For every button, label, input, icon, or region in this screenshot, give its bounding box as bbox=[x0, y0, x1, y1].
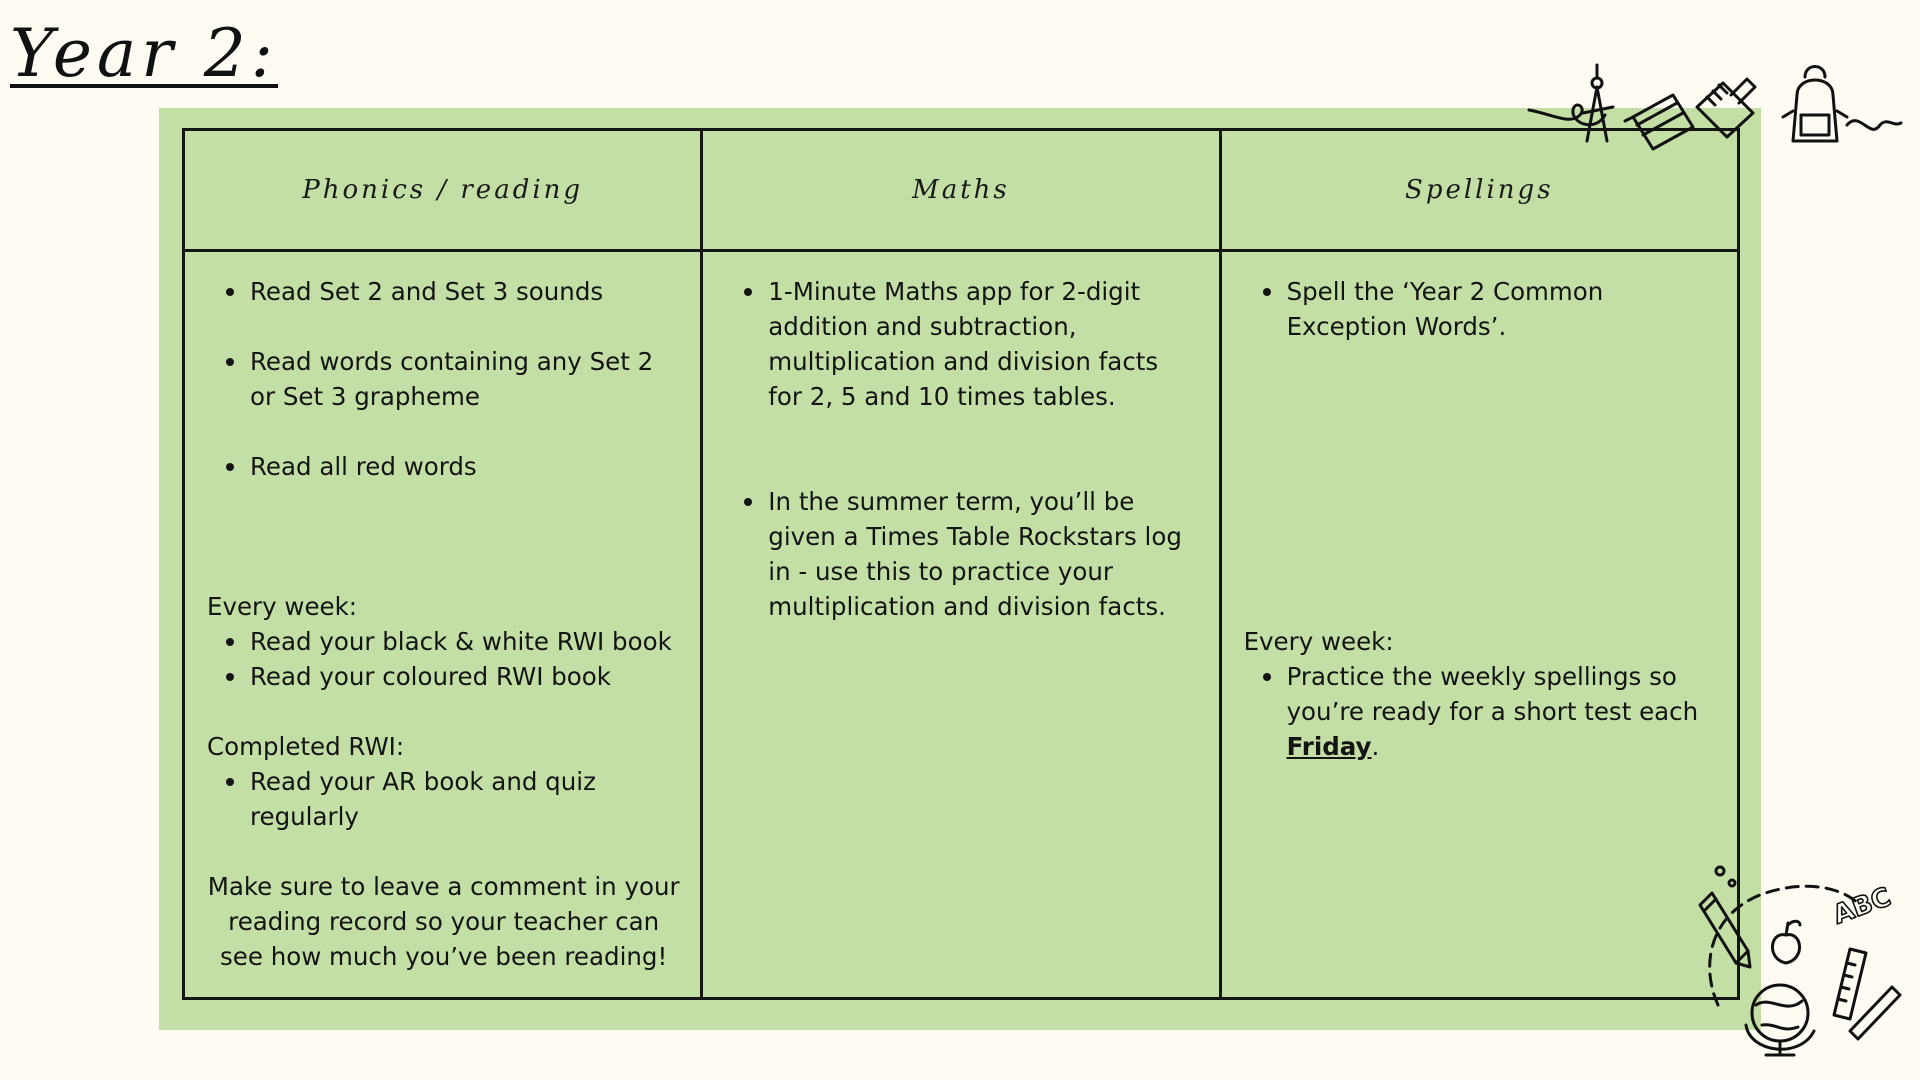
school-supplies-doodle bbox=[1525, 55, 1905, 155]
page-title: Year 2: bbox=[10, 15, 278, 92]
phonics-completed-item: Read your AR book and quiz regularly bbox=[250, 764, 680, 834]
spellings-cell bbox=[1220, 251, 1738, 999]
abc-text: ABC bbox=[1829, 882, 1895, 931]
maths-list bbox=[725, 274, 1198, 624]
spellings-list bbox=[1244, 274, 1717, 344]
spellings-item-prefix: Practice the weekly spellings so you’re ready for a short test each bbox=[1286, 662, 1699, 726]
header-row bbox=[184, 130, 1739, 251]
school-doodle-cluster bbox=[1690, 855, 1910, 1065]
phonics-every-week-list bbox=[207, 624, 680, 694]
phonics-closing-note: Make sure to leave a comment in your reading record so your teacher can see how much you’ve been reading! bbox=[207, 872, 680, 971]
phonics-bullet: Read Set 2 and Set 3 sounds bbox=[250, 274, 680, 309]
phonics-bullet: Read words containing any Set 2 or Set 3 grapheme bbox=[250, 344, 680, 414]
spellings-every-week-item bbox=[1287, 659, 1717, 764]
friday-emphasis: Friday bbox=[1286, 732, 1372, 761]
phonics-list bbox=[207, 274, 680, 484]
phonics-every-week-item: Read your coloured RWI book bbox=[250, 659, 680, 694]
phonics-bullet: Read all red words bbox=[250, 449, 680, 484]
homework-table bbox=[182, 128, 1740, 1000]
spellings-every-week-label: Every week: bbox=[1243, 627, 1394, 656]
phonics-completed-label: Completed RWI: bbox=[207, 732, 405, 761]
globe-icon bbox=[1746, 985, 1814, 1055]
maths-cell bbox=[702, 251, 1220, 999]
spellings-header: Spellings bbox=[1220, 130, 1738, 251]
maths-bullet: In the summer term, you’ll be given a Times Table Rockstars log in - use this to practice your multiplication and division facts. bbox=[768, 484, 1198, 624]
notebook-icon bbox=[1697, 79, 1755, 137]
phonics-cell bbox=[184, 251, 702, 999]
spellings-item-suffix: . bbox=[1371, 732, 1380, 761]
ruler-icon bbox=[1834, 949, 1900, 1039]
backpack-icon bbox=[1783, 67, 1847, 142]
compass-icon bbox=[1583, 65, 1613, 141]
maths-bullet: 1-Minute Maths app for 2-digit addition and subtraction, multiplication and division facts for 2, 5 and 10 times tables. bbox=[768, 274, 1198, 414]
phonics-header: Phonics / reading bbox=[184, 130, 702, 251]
phonics-every-week-item: Read your black & white RWI book bbox=[250, 624, 680, 659]
pencil-case-icon bbox=[1625, 95, 1693, 149]
phonics-completed-list bbox=[207, 764, 680, 834]
apple-icon bbox=[1772, 921, 1800, 963]
spellings-every-week-list bbox=[1244, 659, 1717, 764]
maths-header: Maths bbox=[702, 130, 1220, 251]
content-row bbox=[184, 251, 1739, 999]
phonics-every-week-label: Every week: bbox=[207, 592, 358, 621]
spellings-bullet: Spell the ‘Year 2 Common Exception Words’. bbox=[1287, 274, 1717, 344]
